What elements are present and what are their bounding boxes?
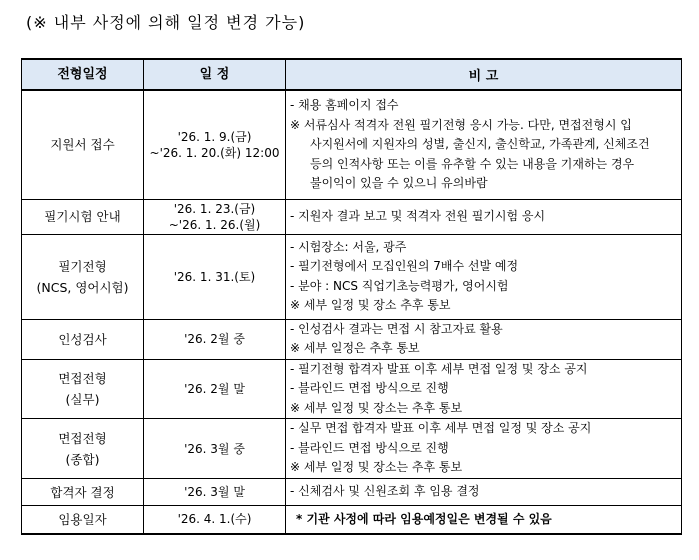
stage-cell (22, 234, 144, 319)
note-line: - 신체검사 및 신원조회 후 임용 결정 (290, 484, 480, 499)
header-date: 일 정 (144, 59, 286, 90)
table-row (22, 479, 682, 506)
note-line: - 지원자 결과 보고 및 적격자 전원 필기시험 응시 (290, 208, 546, 223)
note-line: 등의 인적사항 또는 이를 유추할 수 있는 내용을 기재하는 경우 (310, 156, 635, 171)
date-text: '26. 4. 1.(수) (177, 512, 252, 527)
date-cell (144, 506, 286, 534)
stage-text: (실무) (65, 391, 100, 407)
note-line: ※ 세부 일정 및 장소는 추후 통보 (290, 460, 463, 475)
date-cell (144, 234, 286, 319)
stage-text: (NCS, 영어시험) (36, 279, 129, 295)
date-text: '26. 3월 중 (184, 441, 245, 456)
note-line: - 블라인드 면접 방식으로 진행 (290, 440, 449, 455)
note-cell (286, 419, 682, 479)
stage-cell (22, 319, 144, 359)
table-row (22, 359, 682, 419)
note-line: - 분야 : NCS 직업기초능력평가, 영어시험 (290, 278, 509, 293)
stage-text: 면접전형 (58, 370, 107, 386)
note-cell (286, 90, 682, 199)
note-cell (286, 359, 682, 419)
date-text: '26. 2월 중 (184, 332, 245, 346)
note-line: - 필기전형 합격자 발표 이후 세부 면접 일정 및 장소 공지 (290, 361, 588, 376)
table-row (22, 234, 682, 319)
stage-text: 필기전형 (58, 258, 107, 274)
stage-cell (22, 506, 144, 534)
note-cell (286, 479, 682, 506)
date-cell (144, 199, 286, 234)
date-text: '26. 2월 말 (184, 381, 245, 396)
stage-cell (22, 359, 144, 419)
table-row (22, 319, 682, 359)
date-text: '26. 1. 23.(금) (173, 201, 256, 216)
page-title: (※ 내부 사정에 의해 일정 변경 가능) (26, 13, 306, 32)
table-header-row (22, 59, 682, 90)
note-cell (286, 506, 682, 534)
date-text: '26. 1. 9.(금) (177, 129, 252, 144)
stage-cell (22, 90, 144, 199)
table-row (22, 506, 682, 534)
note-cell (286, 199, 682, 234)
stage-cell (22, 199, 144, 234)
stage-text: 임용일자 (58, 511, 107, 527)
table-row (22, 419, 682, 479)
note-line: - 채용 홈페이지 접수 (290, 98, 399, 112)
note-cell (286, 234, 682, 319)
date-text: ~'26. 1. 26.(월) (168, 217, 261, 232)
schedule-table (21, 58, 682, 535)
note-line: - 실무 면접 합격자 발표 이후 세부 면접 일정 및 장소 공지 (290, 421, 592, 436)
note-line: * 기관 사정에 따라 임용예정일은 변경될 수 있음 (296, 511, 552, 526)
note-line: 사지원서에 지원자의 성별, 출신지, 출신학교, 가족관계, 신체조건 (310, 137, 650, 151)
date-cell (144, 90, 286, 199)
note-line: ※ 세부 일정 및 장소는 추후 통보 (290, 400, 463, 415)
stage-text: (종합) (65, 451, 100, 467)
note-line: 불이익이 있을 수 있으니 유의바람 (310, 176, 488, 190)
stage-cell (22, 419, 144, 479)
note-line: - 블라인드 면접 방식으로 진행 (290, 381, 449, 395)
header-note: 비 고 (286, 59, 682, 90)
stage-text: 필기시험 안내 (44, 209, 121, 224)
date-cell (144, 319, 286, 359)
date-cell (144, 419, 286, 479)
stage-text: 면접전형 (58, 430, 107, 446)
stage-cell (22, 479, 144, 506)
date-text: '26. 1. 31.(토) (173, 269, 256, 284)
stage-text: 합격자 결정 (50, 484, 115, 500)
table-row (22, 90, 682, 199)
note-line: ※ 서류심사 적격자 전원 필기전형 응시 가능. 다만, 면접전형시 입 (290, 117, 632, 132)
stage-text: 인성검사 (58, 331, 107, 347)
stage-text: 지원서 접수 (50, 137, 115, 153)
table-row (22, 199, 682, 234)
header-stage: 전형일정 (22, 59, 144, 90)
note-line: ※ 세부 일정은 추후 통보 (290, 341, 420, 355)
date-text: ~'26. 1. 20.(화) 12:00 (149, 145, 280, 160)
note-line: - 인성검사 결과는 면접 시 참고자료 활용 (290, 321, 503, 336)
note-line: ※ 세부 일정 및 장소 추후 통보 (290, 298, 451, 312)
note-cell (286, 319, 682, 359)
note-line: - 필기전형에서 모집인원의 7배수 선발 예정 (290, 259, 519, 273)
date-cell (144, 479, 286, 506)
note-line: - 시험장소: 서울, 광주 (290, 239, 407, 254)
date-cell (144, 359, 286, 419)
date-text: '26. 3월 말 (184, 485, 245, 499)
